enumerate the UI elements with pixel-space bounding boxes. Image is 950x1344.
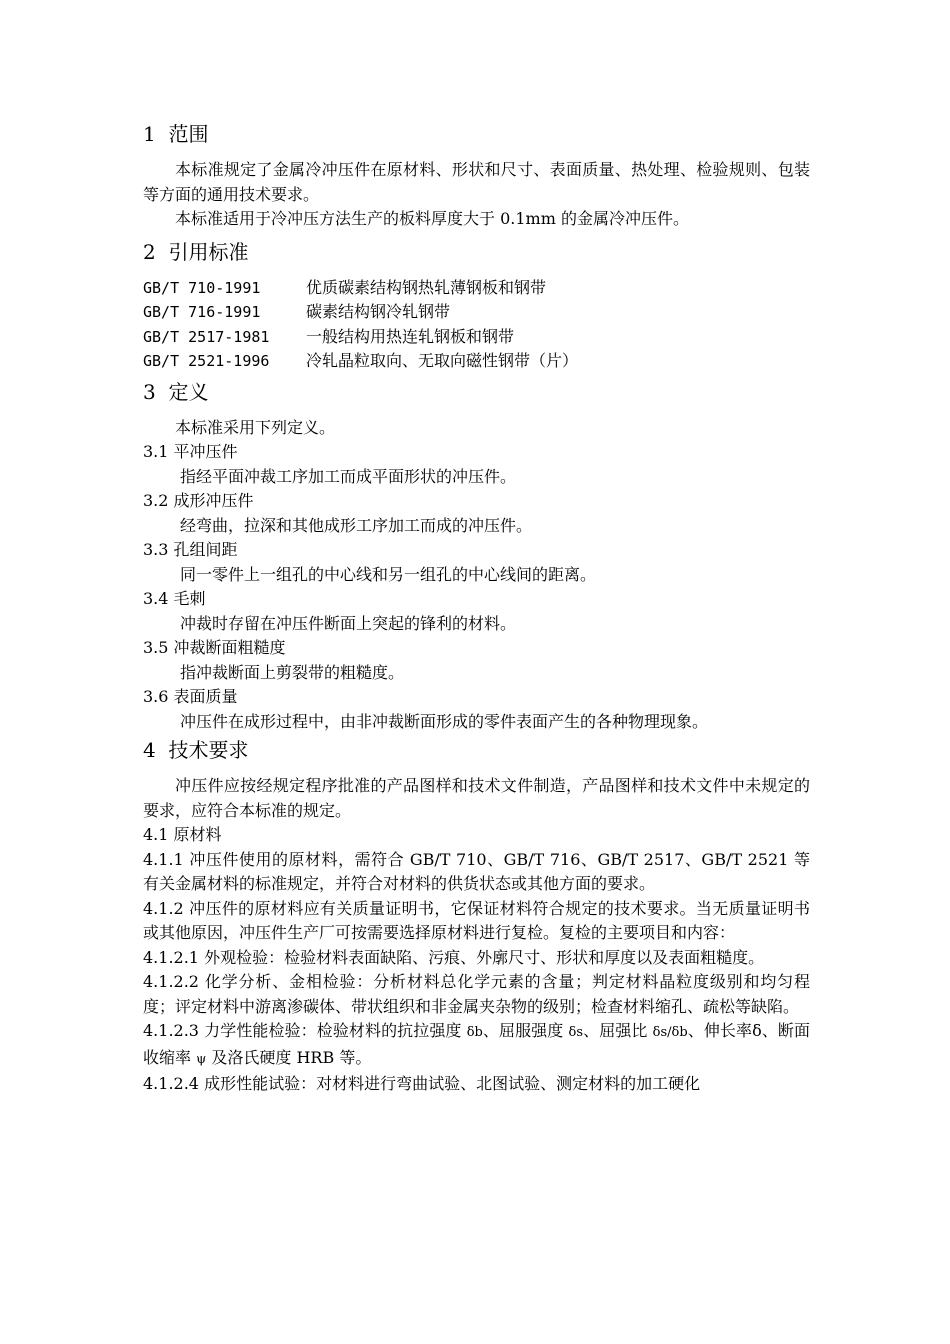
clause-4-1-1: 4.1.1 冲压件使用的原材料，需符合 GB/T 710、GB/T 716、GB/T 2517、GB/T 2521 等有关金属材料的标准规定，并符合对材料的供货状态或其他方面的要求。 [143,849,810,893]
definition-term: 3.3 孔组间距 [143,540,238,559]
section-heading-definitions: 3 定义 [143,379,209,404]
clause-4-1-2-2: 4.1.2.2 化学分析、金相检验：分析材料总化学元素的含量；判定材料晶粒度级别和均匀程度；评定材料中游离渗碳体、带状组织和非金属夹杂物的级别；检查材料缩孔、疏松等缺陷。 [143,972,810,1016]
requirements-intro: 冲压件应按经规定程序批准的产品图样和技术文件制造，产品图样和技术文件中未规定的要求，应符合本标准的规定。 [143,776,810,820]
scope-paragraph-1: 本标准规定了金属冷冲压件在原材料、形状和尺寸、表面质量、热处理、检验规则、包装等方面的通用技术要求。 [143,160,810,204]
definition-body: 指冲裁断面上剪裂带的粗糙度。 [180,662,405,682]
definition-term: 3.2 成形冲压件 [143,491,254,510]
clause-text: 、屈强比 [583,1021,653,1040]
definition-term: 3.4 毛刺 [143,589,206,608]
document-page [143,118,810,1097]
definition-term: 3.1 平冲压件 [143,442,238,461]
clause-text: 4.1.2.3 力学性能检验：检验材料的抗拉强度 [143,1021,467,1040]
definition-body: 冲裁时存留在冲压件断面上突起的锋利的材料。 [180,613,517,633]
section-heading-references: 2 引用标准 [143,239,249,264]
scope-paragraph-2: 本标准适用于冷冲压方法生产的板料厚度大于 0.1mm 的金属冷冲压件。 [175,209,689,228]
yield-strength-symbol: δs [568,1025,584,1040]
section-heading-scope: 1 范围 [143,122,209,146]
definitions-intro: 本标准采用下列定义。 [175,417,336,437]
clause-4-1-2-3 [143,1019,810,1072]
reference-title: 一般结构用热连轧钢板和钢带 [306,326,515,346]
tensile-strength-symbol: δb [466,1025,483,1040]
reference-code: GB/T 716-1991 [143,303,261,321]
subsection-heading-raw-materials: 4.1 原材料 [143,825,222,844]
reference-title: 冷轧晶粒取向、无取向磁性钢带（片） [306,351,579,370]
definition-term: 3.5 冲裁断面粗糙度 [143,638,286,657]
clause-text: 、伸长率δ、断面收缩率 [143,1021,810,1067]
reference-code: GB/T 710-1991 [143,278,261,297]
definition-term: 3.6 表面质量 [143,687,238,706]
clause-4-1-2-4: 4.1.2.4 成形性能试验：对材料进行弯曲试验、北图试验、测定材料的加工硬化 [143,1074,701,1093]
clause-4-1-2-1: 4.1.2.1 外观检验：检验材料表面缺陷、污痕、外廓尺寸、形状和厚度以及表面粗糙度。 [143,947,765,967]
reference-title: 碳素结构钢冷轧钢带 [306,302,451,321]
reference-item [143,276,810,301]
reference-item [143,349,810,374]
reference-title: 优质碳素结构钢热轧薄钢板和钢带 [306,277,547,297]
reference-code: GB/T 2521-1996 [143,352,270,370]
reference-item [143,325,810,350]
reference-item [143,300,810,325]
reduction-of-area-symbol: ψ [196,1051,207,1067]
reference-code: GB/T 2517-1981 [143,327,270,346]
clause-text: 、屈服强度 [482,1021,569,1040]
yield-ratio-symbol: δs/δb [652,1025,688,1040]
section-heading-technical-requirements: 4 技术要求 [143,738,249,762]
clause-text: 及洛氏硬度 HRB 等。 [206,1047,372,1067]
definition-body: 指经平面冲裁工序加工而成平面形状的冲压件。 [180,466,517,486]
definition-body: 冲压件在成形过程中，由非冲裁断面形成的零件表面产生的各种物理现象。 [180,711,709,731]
definition-body: 经弯曲，拉深和其他成形工序加工而成的冲压件。 [180,515,533,535]
clause-4-1-2: 4.1.2 冲压件的原材料应有关质量证明书，它保证材料符合规定的技术要求。当无质量证明书或其他原因，冲压件生产厂可按需要选择原材料进行复检。复检的主要项目和内容： [143,898,810,942]
reference-list [143,276,810,374]
definition-body: 同一零件上一组孔的中心线和另一组孔的中心线间的距离。 [180,564,597,584]
